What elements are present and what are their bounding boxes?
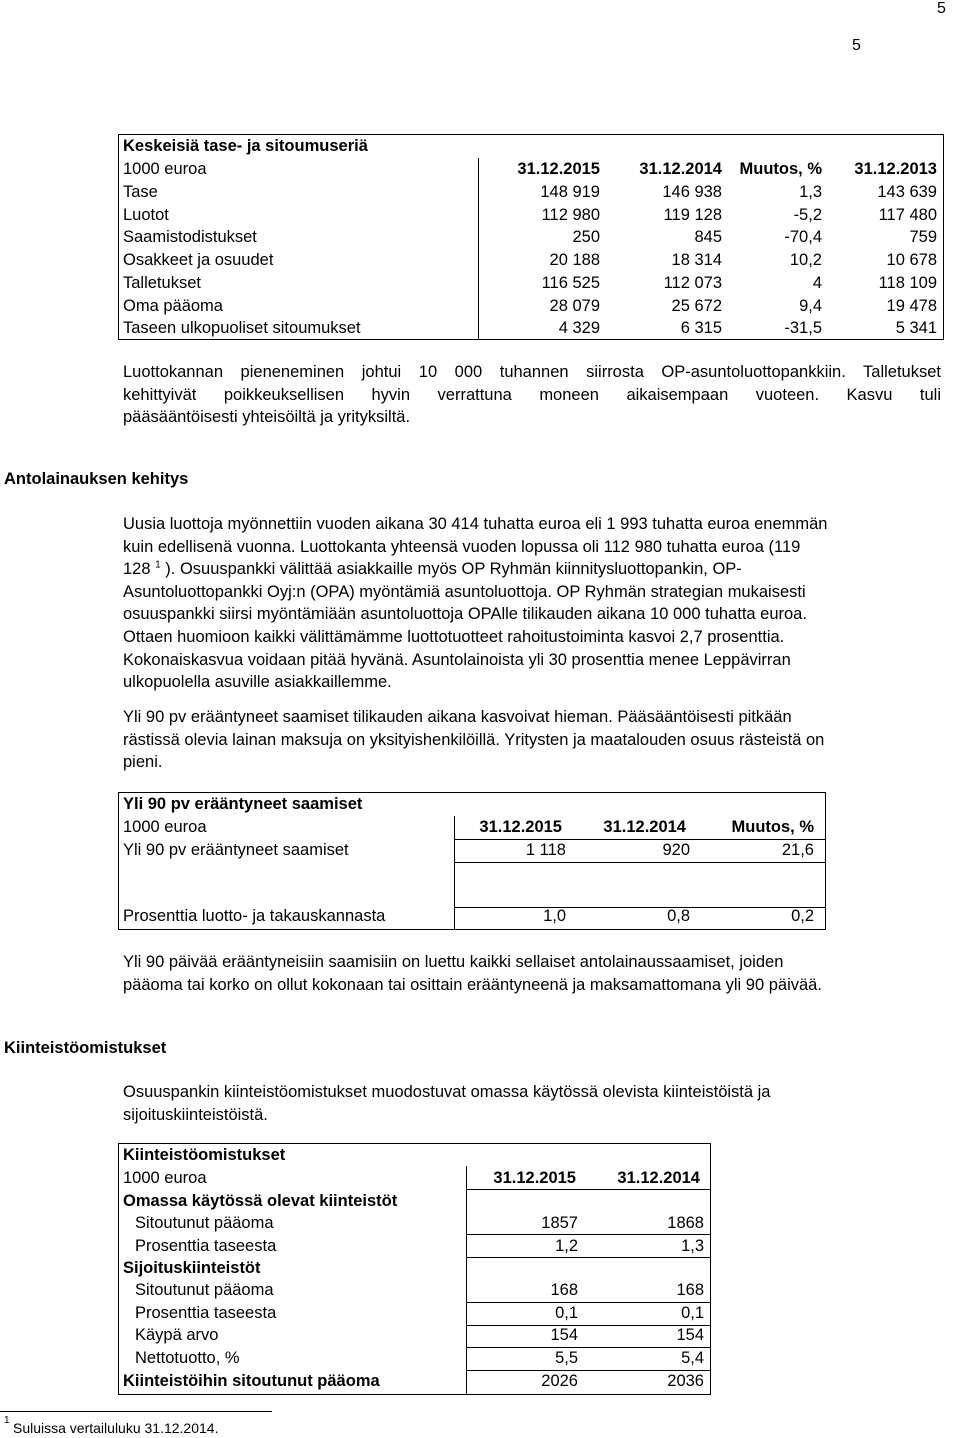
- table2-cell: 920: [662, 841, 690, 859]
- table3-row-underline: [466, 1370, 711, 1371]
- table3-group-heading: Sijoituskiinteistöt: [123, 1259, 261, 1277]
- table3-unit: 1000 euroa: [123, 1169, 207, 1187]
- table1-cell: -70,4: [784, 228, 822, 247]
- table1-cell: 18 314: [671, 251, 722, 270]
- footnote-mark: 1: [4, 1415, 10, 1426]
- table1-cell: 1,3: [799, 183, 822, 201]
- table1-cell: 148 919: [540, 183, 600, 201]
- footnote-text: Suluissa vertailuluku 31.12.2014.: [13, 1420, 219, 1436]
- table1-cell: 845: [694, 228, 722, 247]
- table1-cell: -5,2: [793, 205, 822, 224]
- text-line: Luottokannan pieneneminen johtui 10 000 tuhannen siirrosta OP-asuntoluottopankkiin. Talletukset: [123, 363, 941, 381]
- table1-top-border: [118, 134, 944, 135]
- table2-unit: 1000 euroa: [123, 818, 207, 836]
- table3-header: 31.12.2014: [617, 1169, 700, 1187]
- table1-header: 31.12.2013: [854, 160, 937, 178]
- table3-row-underline: [466, 1257, 711, 1258]
- text-line: Yli 90 pv erääntyneet saamiset tilikauden aikana kasvoivat hieman. Pääsääntöisesti pitkään: [123, 708, 792, 726]
- table3-bottom-border: [118, 1394, 711, 1395]
- table3-cell: 5,4: [681, 1348, 704, 1367]
- table1-cell: 6 315: [680, 319, 722, 338]
- table3-cell: 1868: [667, 1214, 704, 1232]
- table3-cell: 0,1: [555, 1303, 578, 1322]
- text-line: kuin edellisenä vuonna. Luottokanta yhteensä vuoden lopussa oli 112 980 tuhatta euroa (119: [123, 537, 801, 556]
- table3-row-label: Prosenttia taseesta: [135, 1303, 277, 1322]
- text-line: pääsääntöisesti yhteisöiltä ja yrityksiltä.: [123, 408, 411, 427]
- table2-header: Muutos, %: [731, 818, 814, 836]
- table2-cell: 0,8: [667, 907, 690, 925]
- page-number-header: 5: [852, 37, 861, 54]
- table1-cell: 19 478: [886, 296, 937, 315]
- table3-cell: 1857: [541, 1214, 578, 1232]
- table3-header: 31.12.2015: [493, 1169, 576, 1187]
- table3-cell: 154: [676, 1326, 704, 1345]
- paragraph-definition: [123, 951, 941, 996]
- table2-header-underline: [454, 839, 826, 840]
- table1-cell: 10 678: [886, 251, 937, 270]
- table1-right-border: [943, 134, 944, 340]
- footnote-separator: [0, 1411, 272, 1412]
- table1-cell: 143 639: [877, 183, 937, 201]
- table1-cell: 4 329: [558, 319, 600, 338]
- table2-cell: 1,0: [543, 907, 566, 925]
- table1-cell: 116 525: [541, 273, 600, 292]
- table3-cell: 168: [550, 1281, 578, 1299]
- table1-cell: 9,4: [799, 296, 822, 315]
- table1-cell: 119 128: [663, 205, 722, 224]
- table1-cell: 117 480: [878, 205, 937, 224]
- table1-bottom-border: [118, 339, 944, 340]
- table1-cell: 759: [909, 228, 937, 247]
- text-line: rästissä olevia lainan maksuja on yksityishenkilöillä. Yritysten ja maatalouden osuus rästeistä on: [123, 730, 825, 749]
- table1-header: 31.12.2015: [517, 160, 600, 178]
- table3-cell: 2036: [667, 1372, 704, 1390]
- table3-row-underline: [466, 1234, 711, 1235]
- table3-cell: 1,3: [681, 1236, 704, 1255]
- text-line: sijoituskiinteistöistä.: [123, 1105, 268, 1124]
- text-line: Asuntoluottopankki Oyj:n (OPA) myöntämiä asuntoluottoja. OP Ryhmän strategian mukaisesti: [123, 582, 806, 601]
- table3-cell: 5,5: [555, 1348, 578, 1367]
- table1-row-label: Luotot: [123, 205, 169, 224]
- table3-header-underline: [466, 1189, 711, 1190]
- table1-cell: 118 109: [878, 273, 937, 292]
- table3-right-border: [710, 1143, 711, 1395]
- table1-row-label: Taseen ulkopuoliset sitoumukset: [123, 319, 361, 338]
- section-heading-kiinteistot: Kiinteistöomistukset: [4, 1039, 167, 1057]
- table2-row-underline: [454, 862, 826, 863]
- table3-left-border: [118, 1143, 119, 1395]
- table2-cell: 21,6: [781, 841, 814, 859]
- text-line: Kokonaiskasvua voidaan pitää hyvänä. Asuntolainoista yli 30 prosenttia menee Leppävirran: [123, 650, 791, 669]
- table1-header: 31.12.2014: [639, 160, 722, 178]
- table3-cell: 1,2: [555, 1236, 578, 1255]
- footnote-ref: 1: [155, 559, 161, 571]
- table1-cell: 146 938: [662, 183, 722, 201]
- table1-row-label: Osakkeet ja osuudet: [123, 251, 274, 270]
- table3-row-label: Prosenttia taseesta: [135, 1236, 277, 1255]
- table1-row-label: Tase: [123, 183, 158, 201]
- text-line: Ottaen huomioon kaikki välittämämme luottotuotteet rahoitustoiminta kasvoi 2,7 prosenttia.: [123, 627, 785, 646]
- table1-cell: 112 980: [541, 205, 600, 224]
- page-number-top: 5: [937, 0, 946, 17]
- table2-left-border: [118, 792, 119, 930]
- text-line: 128 $^1$ ). Osuuspankki välittää asiakkaille myös OP Ryhmän kiinnitysluottopankin, OP-: [123, 559, 742, 579]
- table3-cell: 168: [676, 1281, 704, 1299]
- table1-cell: 25 672: [671, 296, 722, 315]
- table2-row-label: Prosenttia luotto- ja takauskannasta: [123, 907, 386, 925]
- text-line: kehittyivät poikkeuksellisen hyvin verrattuna moneen aikaisempaan vuoteen. Kasvu tuli: [123, 385, 941, 404]
- table1-cell: 28 079: [549, 296, 600, 315]
- table1-row-label: Saamistodistukset: [123, 228, 257, 247]
- table2-header: 31.12.2015: [479, 818, 562, 836]
- text-line: pieni.: [123, 753, 163, 772]
- table3-row-label: Sitoutunut pääoma: [135, 1281, 274, 1299]
- table1-left-border: [118, 134, 119, 340]
- text-line: pääoma tai korko on ollut kokonaan tai osittain erääntyneenä ja maksamattomana yli 90 päivää.: [123, 975, 822, 994]
- table2-right-border: [825, 792, 826, 930]
- paragraph-talletukset: [123, 361, 941, 429]
- table3-row-label: Nettotuotto, %: [135, 1348, 240, 1367]
- table3-cell: 0,1: [681, 1303, 704, 1322]
- table1-title: Keskeisiä tase- ja sitoumuseriä: [123, 137, 368, 155]
- text-line: Uusia luottoja myönnettiin vuoden aikana 30 414 tuhatta euroa eli 1 993 tuhatta euroa enemmän: [123, 515, 828, 533]
- text-line: ulkopuolella asuville asiakkaillemme.: [123, 673, 392, 692]
- section-heading-antolainaus: Antolainauksen kehitys: [4, 470, 189, 488]
- paragraph-erääntyneet: [123, 706, 941, 774]
- table3-top-border: [118, 1143, 711, 1144]
- table3-group-heading: Omassa käytössä olevat kiinteistöt: [123, 1192, 398, 1210]
- table1-cell: 112 073: [663, 273, 722, 292]
- table1-cell: 20 188: [549, 251, 600, 270]
- table3-row-label: Sitoutunut pääoma: [135, 1214, 274, 1232]
- table3-total-label: Kiinteistöihin sitoutunut pääoma: [123, 1372, 380, 1390]
- paragraph-antolainaus: [123, 513, 941, 694]
- table3-row-label: Käypä arvo: [135, 1326, 219, 1345]
- table2-top-border: [118, 792, 826, 793]
- table2-header: 31.12.2014: [603, 818, 686, 836]
- table1-cell: 4: [812, 273, 822, 292]
- table1-unit: 1000 euroa: [123, 160, 207, 178]
- table1-cell: -31,5: [784, 319, 822, 338]
- table2-cell: 0,2: [791, 907, 814, 925]
- table1-row-label: Talletukset: [123, 273, 201, 292]
- table1-cell: 250: [572, 228, 600, 247]
- text-line: Yli 90 päivää erääntyneisiin saamisiin on luettu kaikki sellaiset antolainaussaamiset, joiden: [123, 953, 784, 971]
- text-line: Osuuspankin kiinteistöomistukset muodostuvat omassa käytössä olevista kiinteistöistä ja: [123, 1083, 771, 1101]
- table2-row-label: Yli 90 pv erääntyneet saamiset: [123, 841, 349, 859]
- paragraph-kiinteistot: [123, 1081, 941, 1126]
- table1-cell: 5 341: [895, 319, 937, 338]
- table2-cell: 1 118: [525, 841, 566, 859]
- table2-bottom-border: [118, 929, 826, 930]
- table1-row-label: Oma pääoma: [123, 296, 223, 315]
- table3-title: Kiinteistöomistukset: [123, 1146, 286, 1164]
- table3-cell: 2026: [541, 1372, 578, 1390]
- table3-cell: 154: [550, 1326, 578, 1345]
- table1-header: Muutos, %: [739, 160, 822, 178]
- text-line: osuuspankki siirsi myöntämiään asuntoluottoja OPAlle tilikauden aikana 10 000 tuhatta euroa.: [123, 605, 807, 624]
- table1-cell: 10,2: [789, 251, 822, 270]
- table2-title: Yli 90 pv erääntyneet saamiset: [123, 795, 363, 813]
